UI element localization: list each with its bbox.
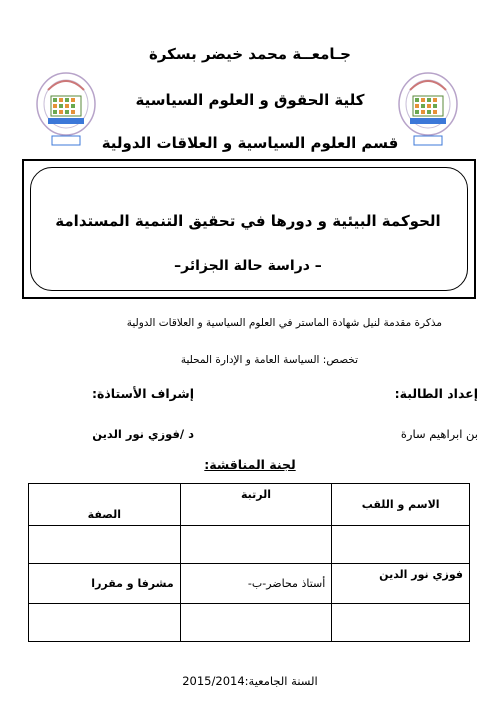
university-seal-icon (34, 68, 98, 148)
academic-year-value: 2015/2014 (182, 674, 245, 688)
row3-role (29, 604, 180, 612)
committee-title: لجنة المناقشة: (204, 457, 296, 472)
committee-table (28, 483, 470, 642)
department-name: قسم العلوم السياسية و العلاقات الدولية (101, 134, 399, 152)
student-name: بن ابراهيم سارة (400, 427, 478, 441)
prepared-by-label: إعداد الطالبة: (394, 386, 478, 401)
row3-name (332, 604, 469, 612)
table-row (29, 564, 470, 604)
table-header-row (29, 484, 470, 526)
memo-line: مذكرة مقدمة لنيل شهادة الماستر في العلوم السياسية و العلاقات الدولية (126, 317, 442, 329)
row1-rank (181, 526, 332, 534)
row3-rank (181, 604, 332, 612)
specialization-line: تخصص: السياسة العامة و الإدارة المحلية (180, 354, 358, 366)
academic-year (150, 674, 350, 688)
supervisor-name: د /فوزي نور الدين (92, 427, 194, 441)
university-seal-icon (396, 68, 460, 148)
university-name: جـامعــة محمد خيضر بسكرة (148, 45, 351, 63)
table-row (29, 526, 470, 564)
header-name: الاسم و اللقب (361, 498, 440, 511)
table-row (29, 604, 470, 642)
header-rank: الرتبة (240, 488, 271, 501)
supervision-label: إشراف الأستاذة: (92, 386, 194, 401)
row2-role: مشرفا و مقررا (91, 577, 174, 590)
faculty-name: كلية الحقوق و العلوم السياسية (135, 91, 365, 109)
row1-role (29, 526, 180, 534)
header-role: الصفة (87, 508, 121, 521)
row2-rank: أستاذ محاضر-ب- (247, 577, 326, 590)
row2-name: فوزي نور الدين (379, 568, 463, 581)
thesis-subtitle: – دراسة حالة الجزائر– (174, 258, 322, 274)
row1-name (332, 526, 469, 534)
academic-year-label: السنة الجامعية: (244, 674, 318, 688)
thesis-title: الحوكمة البيئية و دورها في تحقيق التنمية المستدامة (55, 212, 441, 230)
